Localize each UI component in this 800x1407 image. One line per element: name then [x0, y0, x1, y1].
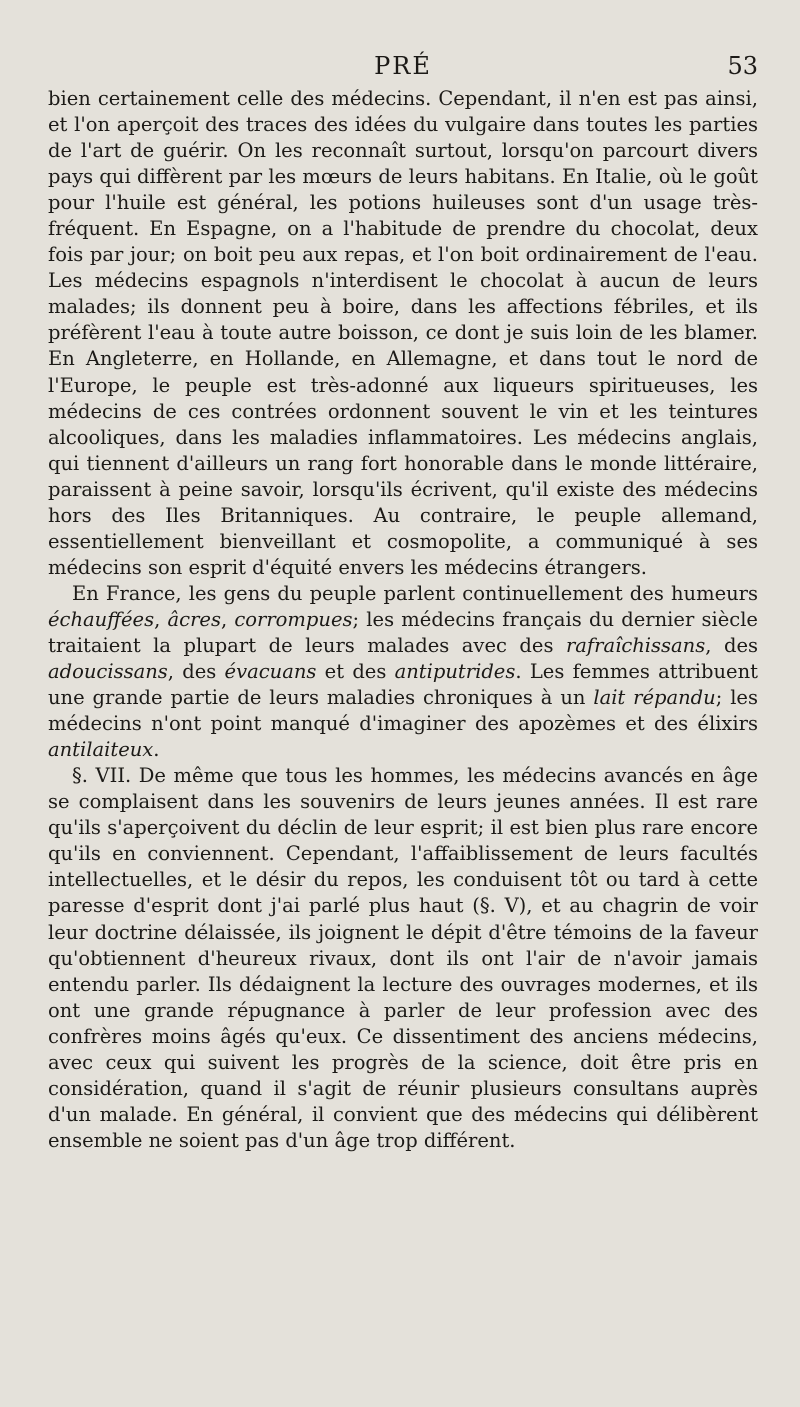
running-title: PRÉ [374, 52, 432, 80]
italic-term: antilaiteux [48, 738, 154, 762]
text-run: ; les médecins français du dernier siècle traitaient la plupart de leurs malades avec des [48, 607, 758, 657]
italic-term: antiputrides [394, 660, 516, 684]
text-run: . [153, 738, 160, 762]
text-run: bien certainement celle des médecins. Cependant, il n'en est pas ainsi, et l'on aperçoit des traces des idées du vulgaire dans toutes les parties de l'art de guérir. On les reconnaît surtout, lorsqu'on parcourt divers pays qui diffèrent par les mœurs de leurs habitans. En Italie, où le goût pour l'huile est général, les potions huileuses sont d'un usage très-fréquent. En Espagne, on a l'habitude de prendre du chocolat, deux fois par jour; on boit peu aux repas, et l'on boit ordinairement de l'eau. Les médecins espagnols n'interdisent le chocolat à aucun de leurs malades; ils donnent peu à boire, dans les affections fébriles, et ils préfèrent l'eau à toute autre boisson, ce dont je suis loin de les blamer. En Angleterre, en Hollande, en Allemagne, et dans tout le nord de l'Europe, le peuple est très-adonné aux liqueurs spiritueuses, les médecins de ces contrées ordonnent souvent le vin et les teintures alcooliques, dans les maladies inflammatoires. Les médecins anglais, qui tiennent d'ailleurs un rang fort honorable dans le monde littéraire, paraissent à peine savoir, lorsqu'ils écrivent, qu'il existe des médecins hors des Iles Britanniques. Au contraire, le peuple allemand, essentiellement bienveillant et cosmopolite, a communiqué à ses médecins son esprit d'équité envers les médecins étrangers. [48, 87, 758, 579]
body-text [48, 86, 758, 1154]
running-head [48, 52, 758, 86]
text-run: , des [167, 660, 225, 684]
text-run: , des [705, 633, 758, 657]
italic-term: échauffées [48, 607, 155, 631]
italic-term: lait répandu [593, 686, 716, 710]
text-run: En France, les gens du peuple parlent continuellement des humeurs [72, 581, 758, 605]
text-run: . Les femmes attribuent une grande partie de leurs maladies chroniques à un [48, 660, 758, 710]
paragraph-2 [48, 581, 758, 763]
text-run: et des [316, 660, 395, 684]
paragraph-1 [48, 86, 758, 581]
italic-term: adoucissans [48, 660, 168, 684]
paragraph-3 [48, 763, 758, 1154]
page-number: 53 [727, 52, 758, 80]
italic-term: évacuans [224, 660, 317, 684]
italic-term: corrompues [234, 607, 353, 631]
italic-term: rafraîchissans [565, 633, 706, 657]
text-run: , [220, 607, 235, 631]
text-run: §. VII. De même que tous les hommes, les médecins avancés en âge se complaisent dans les souvenirs de leurs jeunes années. Il est rare qu'ils s'aperçoivent du déclin de leur esprit; il est bien plus rare encore qu'ils en conviennent. Cependant, l'affaiblissement de leurs facultés intellectuelles, et le désir du repos, les conduisent tôt ou tard à cette paresse d'esprit dont j'ai parlé plus haut (§. V), et au chagrin de voir leur doctrine délaissée, ils joignent le dépit d'être témoins de la faveur qu'obtiennent d'heureux rivaux, dont ils ont l'air de n'avoir jamais entendu parler. Ils dédaignent la lecture des ouvrages modernes, et ils ont une grande répugnance à parler de leur profession avec des confrères moins âgés qu'eux. Ce dissentiment des anciens médecins, avec ceux qui suivent les progrès de la science, doit être pris en considération, quand il s'agit de réunir plusieurs consultans auprès d'un malade. En général, il convient que des médecins qui délibèrent ensemble ne soient pas d'un âge trop différent. [48, 764, 758, 1152]
italic-term: âcres [167, 607, 221, 631]
text-run: ; les médecins n'ont point manqué d'imaginer des apozèmes et des élixirs [48, 686, 758, 736]
text-run: , [154, 607, 168, 631]
